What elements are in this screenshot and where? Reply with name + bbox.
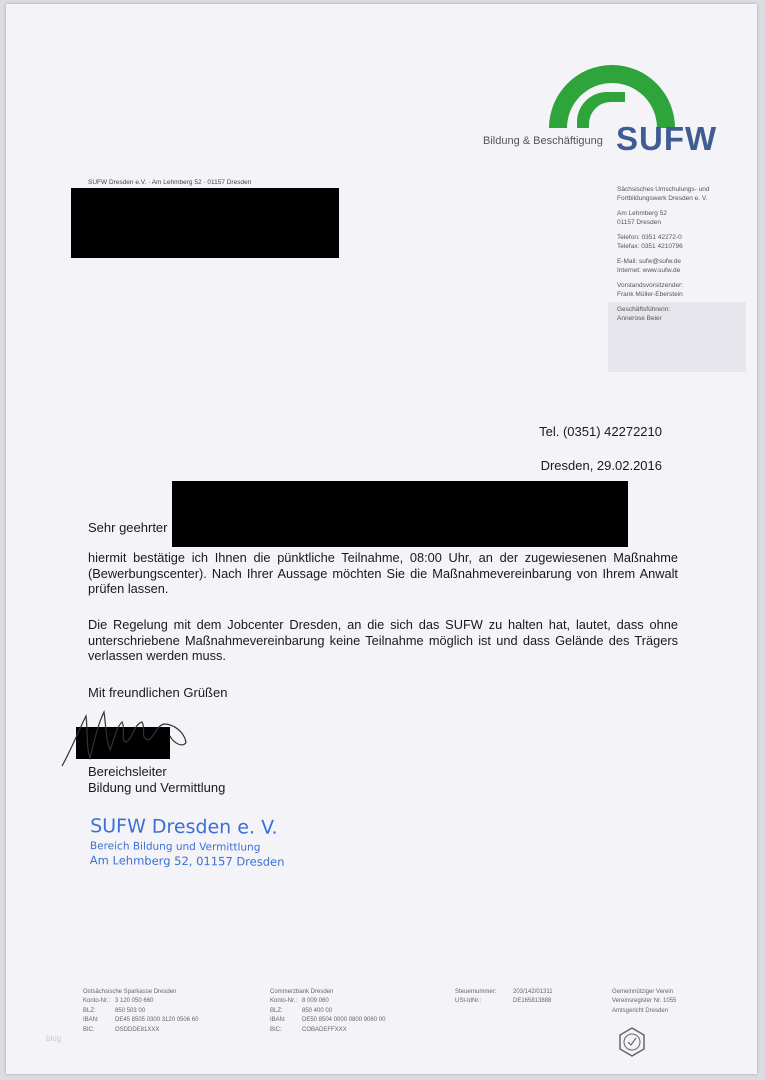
org-line: Fortbildungswerk Dresden e. V.	[617, 195, 708, 202]
watermark: blog	[46, 1034, 62, 1043]
board-label: Vorstandsvorsitzender:	[617, 282, 684, 289]
stamp-line: Am Lehmberg 52, 01157 Dresden	[89, 853, 285, 869]
signer-role: Bereichsleiter	[88, 764, 167, 779]
footer-registry: Gemeinnütziger Verein Vereinsregister Nr. 1055 Amtsgericht Dresden	[612, 989, 677, 1014]
letter-page	[6, 4, 757, 1074]
sufw-logo-icon	[549, 62, 675, 128]
signer-department: Bildung und Vermittlung	[88, 780, 226, 795]
body-paragraph: Die Regelung mit dem Jobcenter Dresden, an die sich das SUFW zu halten hat, lautet, dass ohne unterschriebene Maßnahmevereinbarung keine Teilnahme möglich ist und dass Gelände des Trägers verlassen werden muss.	[88, 617, 678, 663]
footer-bank-2: Commerzbank Dresden Konto-Nr.: 8 009 060 BLZ: 850 400 00 IBAN: DE50 8504 0000 0800 9060 00 BIC: COBADEFFXXX	[270, 989, 386, 1033]
redacted-recipient-name	[172, 481, 628, 547]
ceo-label: Geschäftsführerin:	[617, 306, 671, 313]
phone-reference: Tel. (0351) 42272210	[539, 424, 662, 439]
redacted-recipient-address	[71, 188, 339, 258]
sender-details	[617, 185, 747, 323]
bank-name: Ostsächsische Sparkasse Dresden	[83, 989, 177, 995]
fax-line: Telefax: 0351 4210796	[617, 243, 683, 250]
stamp-line: Bereich Bildung und Vermittlung	[89, 840, 261, 854]
logo-tagline: Bildung & Beschäftigung	[483, 135, 603, 147]
sender-line: SUFW Dresden e.V. · Am Lehmberg 52 · 01157 Dresden	[88, 179, 252, 186]
phone-line: Telefon: 0351 42272-0	[617, 234, 682, 241]
org-line: Sächsisches Umschulungs- und	[617, 186, 710, 193]
ceo-name: Annerose Beier	[617, 315, 662, 322]
logo-name: SUFW	[616, 120, 718, 157]
email-line: E-Mail: sufw@sufw.de	[617, 258, 682, 265]
company-stamp	[90, 815, 285, 869]
address-line: 01157 Dresden	[617, 219, 661, 226]
website-line: Internet: www.sufw.de	[617, 267, 681, 274]
footer-tax: Steuernummer: 203/142/01311 USt-IdNr.: DE165813888	[455, 989, 553, 1005]
footer-bank-1: Ostsächsische Sparkasse Dresden Konto-Nr.: 3 120 050 660 BLZ: 850 503 00 IBAN: DE45 8505 0300 3120 0506 60 BIC: OSDDDE81XXX	[83, 989, 199, 1033]
closing: Mit freundlichen Grüßen	[88, 685, 228, 700]
salutation: Sehr geehrter	[88, 520, 168, 535]
stamp-line: SUFW Dresden e. V.	[90, 815, 278, 839]
letter-date: Dresden, 29.02.2016	[540, 458, 662, 473]
body-paragraph: hiermit bestätige ich Ihnen die pünktliche Teilnahme, 08:00 Uhr, an der zugewiesenen Maßnahme (Bewerbungscenter). Nach Ihrer Aussage möchten Sie die Maßnahmevereinbarung von Ihrem Anwalt prüfen lassen.	[88, 550, 678, 596]
bank-name: Commerzbank Dresden	[270, 989, 334, 995]
handwritten-signature	[56, 702, 206, 772]
tuv-seal-icon	[617, 1027, 647, 1057]
address-line: Am Lehmberg 52	[617, 210, 667, 217]
board-name: Frank Müller-Eberstein	[617, 291, 683, 298]
